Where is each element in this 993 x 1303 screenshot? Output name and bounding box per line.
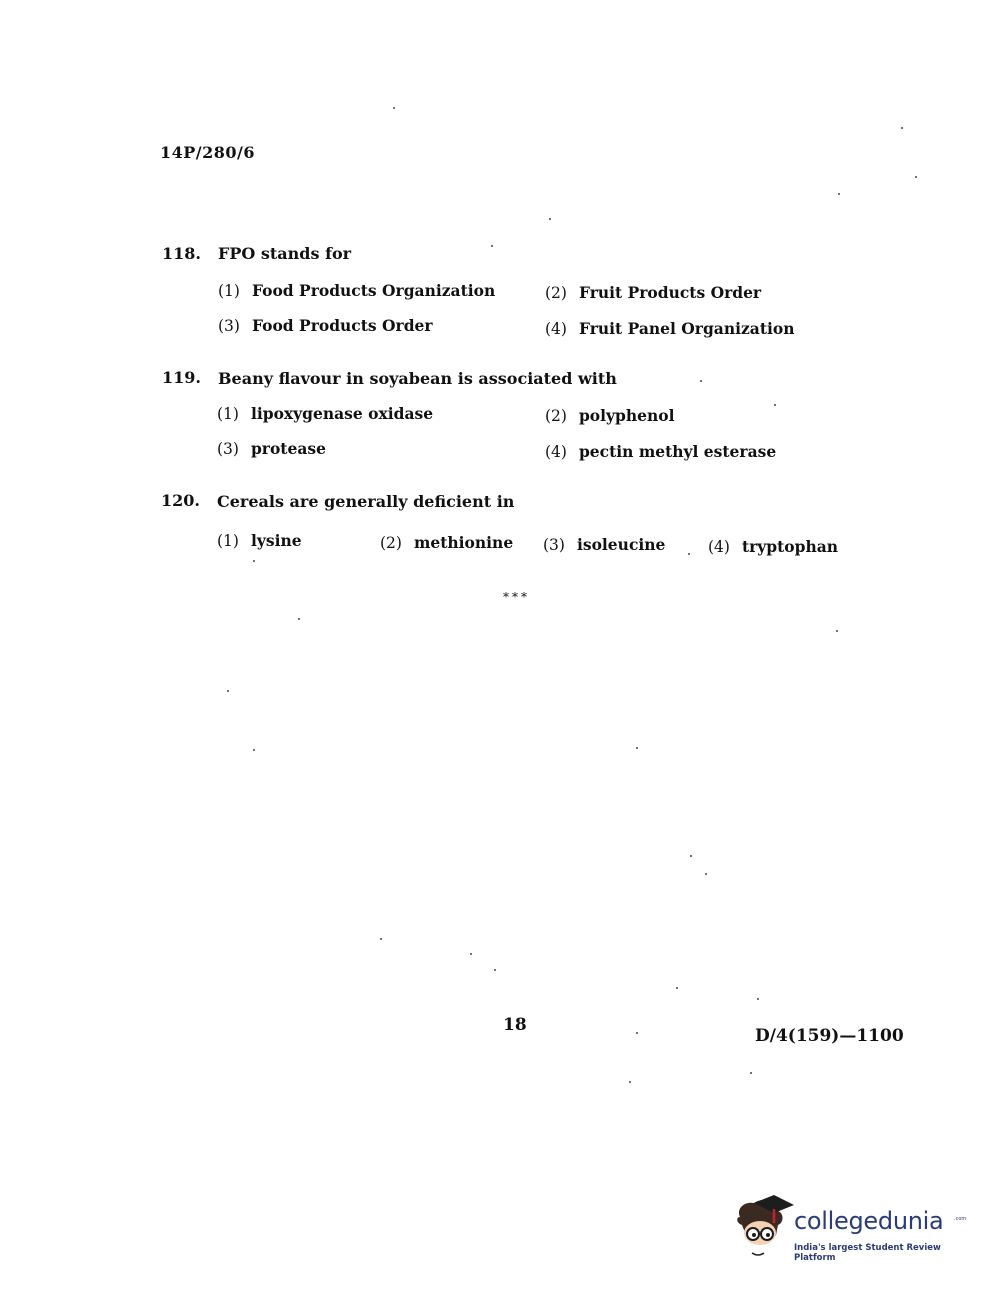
option-number: (3)	[217, 440, 239, 458]
footer-code: D/4(159)—1100	[755, 1026, 904, 1046]
scan-speck	[380, 938, 382, 940]
brand-tagline: India's largest Student Review Platform	[794, 1243, 941, 1263]
option-text: Fruit Products Order	[578, 283, 762, 302]
option-number: (1)	[217, 405, 239, 423]
option-number: (4)	[545, 320, 567, 338]
option	[545, 406, 675, 425]
scan-speck	[227, 690, 229, 692]
scan-speck	[901, 127, 903, 129]
option-text: Fruit Panel Organization	[578, 319, 795, 338]
option-text: methionine	[413, 533, 514, 552]
scan-speck	[757, 998, 759, 1000]
scan-speck	[253, 749, 255, 751]
end-marker: ***	[503, 590, 530, 604]
scan-speck	[470, 953, 472, 955]
option	[217, 531, 302, 550]
question-text: Beany flavour in soyabean is associated with	[218, 369, 617, 388]
option-number: (3)	[543, 536, 565, 554]
scan-speck	[838, 193, 840, 195]
question-text: FPO stands for	[218, 244, 352, 263]
scan-speck	[676, 987, 678, 989]
option-number: (2)	[380, 534, 402, 552]
option-text: pectin methyl esterase	[578, 442, 777, 461]
option-text: lysine	[250, 531, 302, 550]
option-number: (4)	[708, 538, 730, 556]
brand-name: collegedunia	[794, 1207, 944, 1235]
option	[708, 537, 838, 556]
option-text: Food Products Organization	[251, 281, 496, 300]
option	[380, 533, 513, 552]
scan-speck	[700, 380, 702, 382]
question-text: Cereals are generally deficient in	[217, 492, 515, 511]
option-number: (2)	[545, 284, 567, 302]
scan-speck	[298, 618, 300, 620]
option-text: protease	[250, 439, 326, 458]
scan-speck	[636, 1032, 638, 1034]
question-number: 119.	[162, 368, 201, 387]
collegedunia-watermark	[732, 1195, 967, 1265]
option	[543, 535, 665, 554]
mascot-logo-icon	[732, 1195, 794, 1265]
scan-speck	[491, 245, 493, 247]
scan-speck	[688, 553, 690, 555]
scan-speck	[690, 855, 692, 857]
option	[217, 404, 433, 423]
scan-speck	[549, 218, 551, 220]
paper-code: 14P/280/6	[160, 143, 256, 162]
option-text: polyphenol	[578, 406, 675, 425]
scan-speck	[629, 1081, 631, 1083]
option-text: lipoxygenase oxidase	[250, 404, 434, 423]
scan-speck	[915, 176, 917, 178]
option-text: tryptophan	[741, 537, 839, 556]
option-number: (1)	[218, 282, 240, 300]
option-number: (1)	[217, 532, 239, 550]
scan-speck	[750, 1072, 752, 1074]
option-number: (2)	[545, 407, 567, 425]
option-text: Food Products Order	[251, 316, 433, 335]
option	[217, 439, 326, 458]
question-number: 120.	[161, 491, 200, 510]
option-number: (3)	[218, 317, 240, 335]
option	[218, 281, 495, 300]
option-number: (4)	[545, 443, 567, 461]
scan-speck	[836, 630, 838, 632]
option	[545, 283, 761, 302]
scan-speck	[705, 873, 707, 875]
option	[545, 442, 776, 461]
scan-speck	[494, 969, 496, 971]
option	[218, 316, 433, 335]
scan-speck	[636, 747, 638, 749]
scan-speck	[253, 560, 255, 562]
option-text: isoleucine	[576, 535, 666, 554]
page-number: 18	[503, 1015, 527, 1035]
option	[545, 319, 795, 338]
scan-speck	[774, 404, 776, 406]
question-number: 118.	[162, 244, 201, 263]
brand-tld: .com	[954, 1216, 967, 1222]
scan-speck	[393, 107, 395, 109]
